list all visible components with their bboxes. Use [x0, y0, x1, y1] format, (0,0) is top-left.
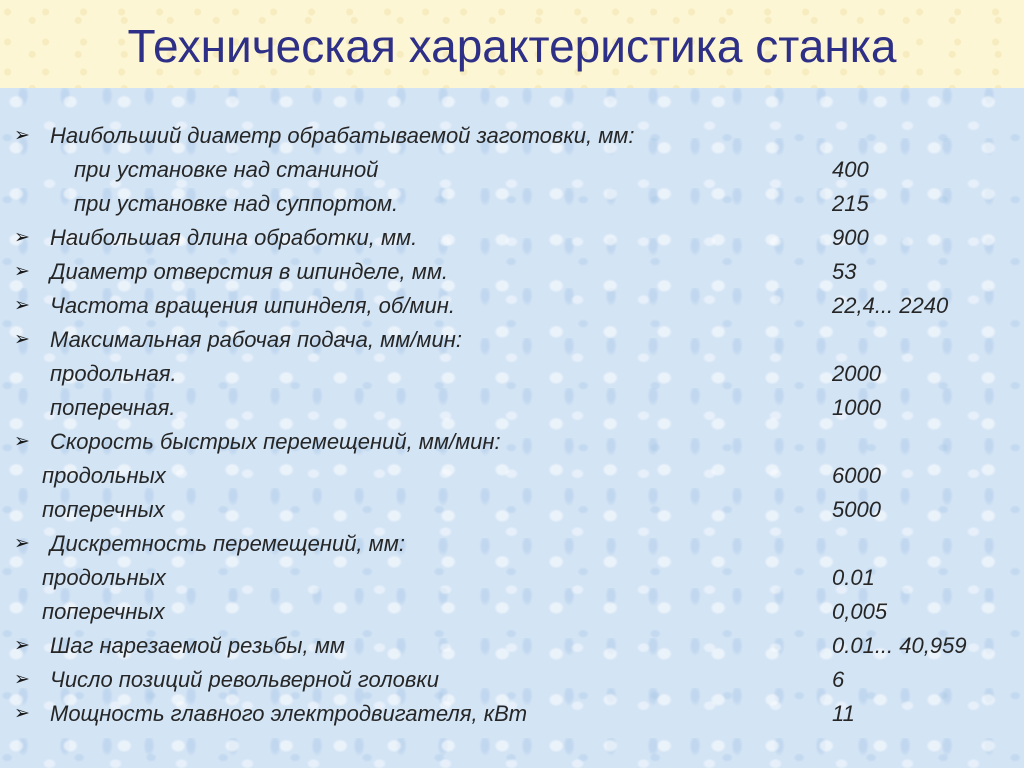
spec-value: 6: [832, 667, 845, 692]
spec-row: [0, 426, 1024, 458]
spec-label: Дискретность перемещений, мм:: [50, 531, 405, 556]
slide-title: Техническая характеристика станка: [127, 20, 897, 72]
spec-label: Наибольшая длина обработки, мм.: [50, 225, 418, 250]
arrow-bullet-icon: ➢: [14, 227, 30, 248]
spec-label: продольная.: [50, 361, 177, 386]
spec-value: 5000: [832, 497, 881, 522]
spec-row: [0, 494, 1024, 526]
spec-row: [0, 222, 1024, 254]
spec-row: [0, 630, 1024, 662]
spec-value: 6000: [832, 463, 881, 488]
spec-row: [0, 562, 1024, 594]
spec-label: Диаметр отверстия в шпинделе, мм.: [50, 259, 449, 284]
spec-label: поперечная.: [50, 395, 176, 420]
arrow-bullet-icon: ➢: [14, 669, 30, 690]
arrow-bullet-icon: ➢: [14, 261, 30, 282]
arrow-bullet-icon: ➢: [14, 533, 30, 554]
spec-row: [0, 698, 1024, 730]
spec-value: 2000: [832, 361, 881, 386]
spec-row: [0, 324, 1024, 356]
spec-row: [0, 154, 1024, 186]
spec-label: Максимальная рабочая подача, мм/мин:: [50, 327, 462, 352]
spec-label: при установке над станиной: [74, 157, 379, 182]
arrow-bullet-icon: ➢: [14, 635, 30, 656]
spec-row: [0, 664, 1024, 696]
spec-label: Наибольший диаметр обрабатываемой заготовки, мм:: [50, 123, 635, 148]
spec-row: [0, 188, 1024, 220]
arrow-bullet-icon: ➢: [14, 431, 30, 452]
spec-value: 11: [832, 701, 855, 726]
spec-label: Частота вращения шпинделя, об/мин.: [50, 293, 455, 318]
spec-value: 900: [832, 225, 869, 250]
spec-label: продольных: [42, 463, 166, 488]
arrow-bullet-icon: ➢: [14, 125, 30, 146]
spec-label: поперечных: [42, 497, 165, 522]
spec-label: при установке над суппортом.: [74, 191, 399, 216]
spec-value: 215: [832, 191, 869, 216]
spec-value: 22,4... 2240: [832, 293, 949, 318]
spec-label: Скорость быстрых перемещений, мм/мин:: [50, 429, 501, 454]
spec-value: 0,005: [832, 599, 888, 624]
arrow-bullet-icon: ➢: [14, 703, 30, 724]
spec-label: продольных: [42, 565, 166, 590]
spec-value: 0.01... 40,959: [832, 633, 967, 658]
spec-value: 0.01: [832, 565, 875, 590]
spec-row: [0, 358, 1024, 390]
spec-label: Число позиций револьверной головки: [50, 667, 439, 692]
spec-row: [0, 120, 1024, 152]
spec-label: Мощность главного электродвигателя, кВт: [50, 701, 528, 726]
spec-row: [0, 528, 1024, 560]
spec-row: [0, 460, 1024, 492]
spec-label: поперечных: [42, 599, 165, 624]
spec-value: 1000: [832, 395, 881, 420]
arrow-bullet-icon: ➢: [14, 295, 30, 316]
arrow-bullet-icon: ➢: [14, 329, 30, 350]
spec-row: [0, 596, 1024, 628]
spec-label: Шаг нарезаемой резьбы, мм: [50, 633, 345, 658]
spec-row: [0, 256, 1024, 288]
spec-row: [0, 290, 1024, 322]
title-band: [0, 0, 1024, 88]
spec-value: 400: [832, 157, 869, 182]
spec-row: [0, 392, 1024, 424]
spec-value: 53: [832, 259, 857, 284]
